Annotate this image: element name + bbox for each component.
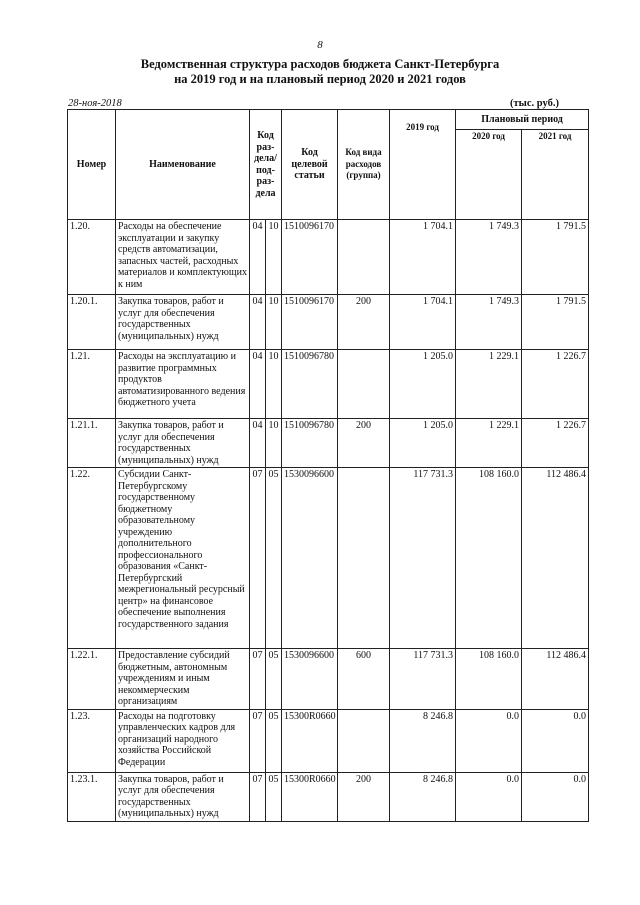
row-2020: 1 749.3 — [456, 295, 522, 350]
row-2019: 1 704.1 — [390, 220, 456, 295]
row-subsection: 05 — [266, 772, 282, 821]
row-target: 1510096780 — [282, 419, 338, 468]
header-section: Код раз- дела/ под- раз- дела — [250, 110, 282, 220]
row-kind — [338, 350, 390, 419]
table-row — [68, 220, 589, 295]
row-name: Закупка товаров, работ и услуг для обеспечения государственных (муниципальных) нужд — [116, 419, 250, 468]
row-2020: 108 160.0 — [456, 649, 522, 710]
row-2020: 1 749.3 — [456, 220, 522, 295]
row-kind: 200 — [338, 295, 390, 350]
row-target: 1530096600 — [282, 468, 338, 649]
row-number: 1.21.1. — [68, 419, 116, 468]
row-number: 1.22. — [68, 468, 116, 649]
row-number: 1.23. — [68, 709, 116, 772]
table-row — [68, 295, 589, 350]
header-name: Наименование — [116, 110, 250, 220]
document-title — [0, 57, 640, 87]
row-subsection: 10 — [266, 350, 282, 419]
table-row — [68, 709, 589, 772]
row-number: 1.21. — [68, 350, 116, 419]
row-2021: 1 226.7 — [522, 419, 589, 468]
row-2021: 0.0 — [522, 772, 589, 821]
row-2019: 1 205.0 — [390, 419, 456, 468]
row-kind: 600 — [338, 649, 390, 710]
row-section: 07 — [250, 772, 266, 821]
row-target: 1510096170 — [282, 220, 338, 295]
row-2020: 1 229.1 — [456, 350, 522, 419]
header-number: Номер — [68, 110, 116, 220]
title-line-1: Ведомственная структура расходов бюджета Санкт-Петербурга — [140, 57, 500, 71]
row-name: Субсидии Санкт-Петербургскому государственному бюджетному образовательному учреждению дополнительного профессионального образования «Санкт-Петербургский межрегиональный ресурсный центр» на финансовое обеспечение выполнения государственного задания — [116, 468, 250, 649]
row-subsection: 10 — [266, 220, 282, 295]
row-2019: 8 246.8 — [390, 772, 456, 821]
table-row — [68, 468, 589, 649]
row-section: 04 — [250, 220, 266, 295]
row-2019: 1 205.0 — [390, 350, 456, 419]
row-2021: 112 486.4 — [522, 649, 589, 710]
page-number: 8 — [317, 39, 323, 51]
row-2019: 1 704.1 — [390, 295, 456, 350]
row-subsection: 05 — [266, 709, 282, 772]
row-section: 07 — [250, 649, 266, 710]
table-row — [68, 649, 589, 710]
row-target: 15300R0660 — [282, 709, 338, 772]
header-2020: 2020 год — [456, 130, 522, 220]
row-target: 1510096170 — [282, 295, 338, 350]
table-row — [68, 772, 589, 821]
header-kind: Код вида расходов (группа) — [338, 110, 390, 220]
row-kind: 200 — [338, 772, 390, 821]
row-2021: 1 791.5 — [522, 295, 589, 350]
row-name: Предоставление субсидий бюджетным, автономным учреждениям и иным некоммерческим организациям — [116, 649, 250, 710]
row-name: Закупка товаров, работ и услуг для обеспечения государственных (муниципальных) нужд — [116, 772, 250, 821]
row-section: 07 — [250, 709, 266, 772]
row-section: 07 — [250, 468, 266, 649]
row-2019: 8 246.8 — [390, 709, 456, 772]
title-line-2: на 2019 год и на плановый период 2020 и 2021 годов — [174, 72, 466, 86]
row-name: Закупка товаров, работ и услуг для обеспечения государственных (муниципальных) нужд — [116, 295, 250, 350]
row-section: 04 — [250, 419, 266, 468]
row-2020: 0.0 — [456, 709, 522, 772]
row-subsection: 05 — [266, 649, 282, 710]
row-name: Расходы на подготовку управленческих кадров для организаций народного хозяйства Российской Федерации — [116, 709, 250, 772]
row-number: 1.22.1. — [68, 649, 116, 710]
row-2021: 112 486.4 — [522, 468, 589, 649]
row-2020: 0.0 — [456, 772, 522, 821]
header-target: Код целевой статьи — [282, 110, 338, 220]
row-number: 1.23.1. — [68, 772, 116, 821]
row-2021: 0.0 — [522, 709, 589, 772]
row-target: 1530096600 — [282, 649, 338, 710]
row-2020: 1 229.1 — [456, 419, 522, 468]
header-2021: 2021 год — [522, 130, 589, 220]
row-kind — [338, 468, 390, 649]
table-row — [68, 419, 589, 468]
row-name: Расходы на эксплуатацию и развитие программных продуктов автоматизированного ведения бюджетного учета — [116, 350, 250, 419]
table-row — [68, 350, 589, 419]
row-subsection: 10 — [266, 419, 282, 468]
row-number: 1.20.1. — [68, 295, 116, 350]
header-2019: 2019 год — [390, 110, 456, 220]
row-number: 1.20. — [68, 220, 116, 295]
row-section: 04 — [250, 350, 266, 419]
row-target: 1510096780 — [282, 350, 338, 419]
row-kind — [338, 709, 390, 772]
row-2020: 108 160.0 — [456, 468, 522, 649]
row-target: 15300R0660 — [282, 772, 338, 821]
units-label: (тыс. руб.) — [510, 98, 559, 109]
row-kind — [338, 220, 390, 295]
row-2019: 117 731.3 — [390, 649, 456, 710]
row-2021: 1 791.5 — [522, 220, 589, 295]
budget-table — [67, 109, 589, 822]
row-kind: 200 — [338, 419, 390, 468]
row-2019: 117 731.3 — [390, 468, 456, 649]
row-name: Расходы на обеспечение эксплуатации и закупку средств автоматизации, запасных частей, расходных материалов и комплектующих к ним — [116, 220, 250, 295]
document-date: 28-ноя-2018 — [68, 98, 122, 109]
header-planned: Плановый период — [456, 110, 589, 130]
row-2021: 1 226.7 — [522, 350, 589, 419]
row-section: 04 — [250, 295, 266, 350]
row-subsection: 05 — [266, 468, 282, 649]
row-subsection: 10 — [266, 295, 282, 350]
